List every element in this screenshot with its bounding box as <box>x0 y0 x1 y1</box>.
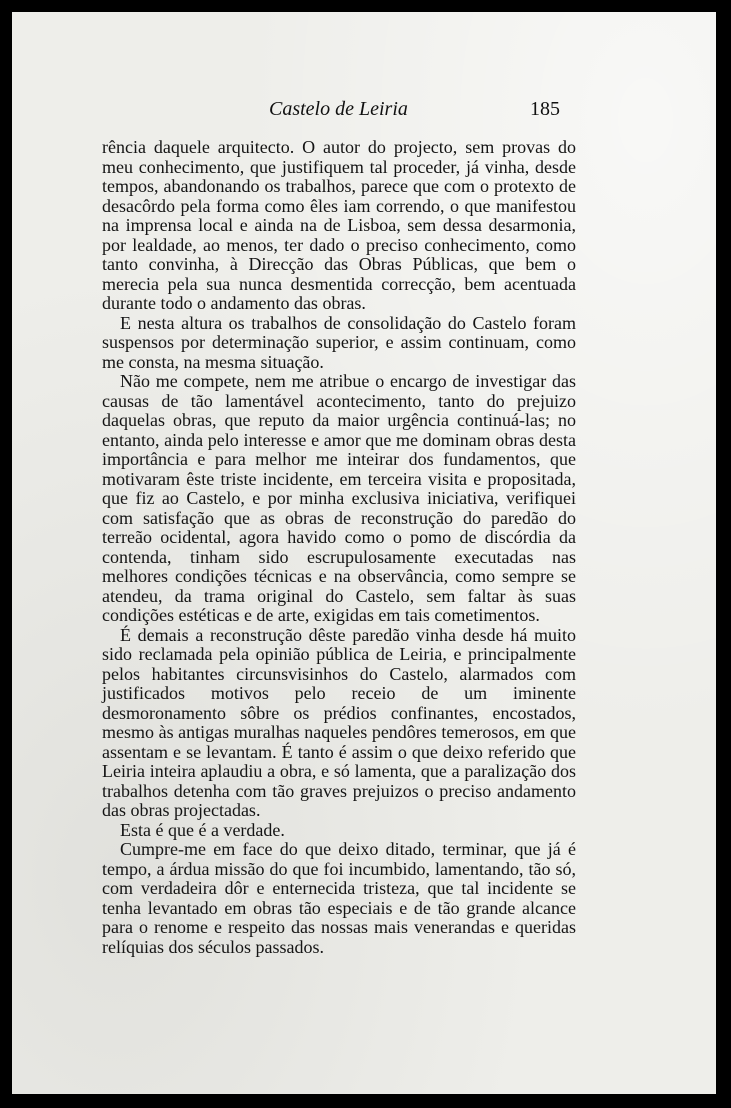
paragraph: É demais a reconstrução dêste paredão vinha desde há muito sido reclamada pela opinião pública de Leiria, e principalmente pelos habitantes circunsvisinhos do Castelo, alarmados com justificados motivos pelo receio de um iminente desmoronamento sôbre os prédios confinantes, encostados, mesmo às antigas muralhas naqueles pendôres temerosos, em que assentam e se levantam. É tanto é assim o que deixo referido que Leiria inteira aplaudiu a obra, e só lamenta, que a paralização dos trabalhos detenha com tão graves prejuizos o preciso andamento das obras projectadas. <box>102 624 576 820</box>
paragraph: Esta é que é a verdade. <box>120 819 285 840</box>
page-header <box>12 98 716 128</box>
paragraph: Não me compete, nem me atribue o encargo de investigar das causas de tão lamentável acontecimento, tanto do prejuizo daquelas obras, que reputo da maior urgência continuá-las; no entanto, ainda pelo interesse e amor que me dominam obras desta importância e para melhor me inteirar dos fundamentos, que motivaram êste triste incidente, em terceira visita e propositada, que fiz ao Castelo, e por minha exclusiva iniciativa, verifiquei com satisfação que as obras de reconstrução do paredão do terreão ocidental, agora havido como o pomo de discórdia da contenda, tinham sido escrupulosamente executadas nas melhores condições técnicas e na observância, como sempre se atendeu, da trama original do Castelo, sem faltar às suas condições estéticas e de arte, exigidas em tais cometimentos. <box>102 371 576 625</box>
running-title: Castelo de Leiria <box>269 98 408 120</box>
paragraph: Cumpre-me em face do que deixo ditado, terminar, que já é tempo, a árdua missão do que foi incumbido, lamentando, tão só, com verdadeira dôr e enternecida tristeza, que tal incidente se tenha levantado em obras tão especiais e de tão grande alcance para o renome e respeito das nossas mais venerandas e queridas relíquias dos séculos passados. <box>102 839 576 957</box>
paragraph: rência daquele arquitecto. O autor do projecto, sem provas do meu conhecimento, que justifiquem tal proceder, já vinha, desde tempos, abandonando os trabalhos, parece que com o protexto de desacôrdo pela forma como êles iam correndo, o que manifestou na imprensa local e ainda na de Lisboa, sem dessa desarmonia, por lealdade, ao menos, ter dado o preciso conhecimento, como tanto convinha, à Direcção das Obras Públicas, que bem o merecia pela sua nunca desmentida correcção, bem acentuada durante todo o andamento das obras. <box>102 137 576 313</box>
book-page <box>12 12 716 1094</box>
body-text <box>102 138 576 957</box>
paragraph: E nesta altura os trabalhos de consolidação do Castelo foram suspensos por determinação superior, e assim continuam, como me consta, na mesma situação. <box>102 312 576 372</box>
page-number: 185 <box>530 98 560 120</box>
